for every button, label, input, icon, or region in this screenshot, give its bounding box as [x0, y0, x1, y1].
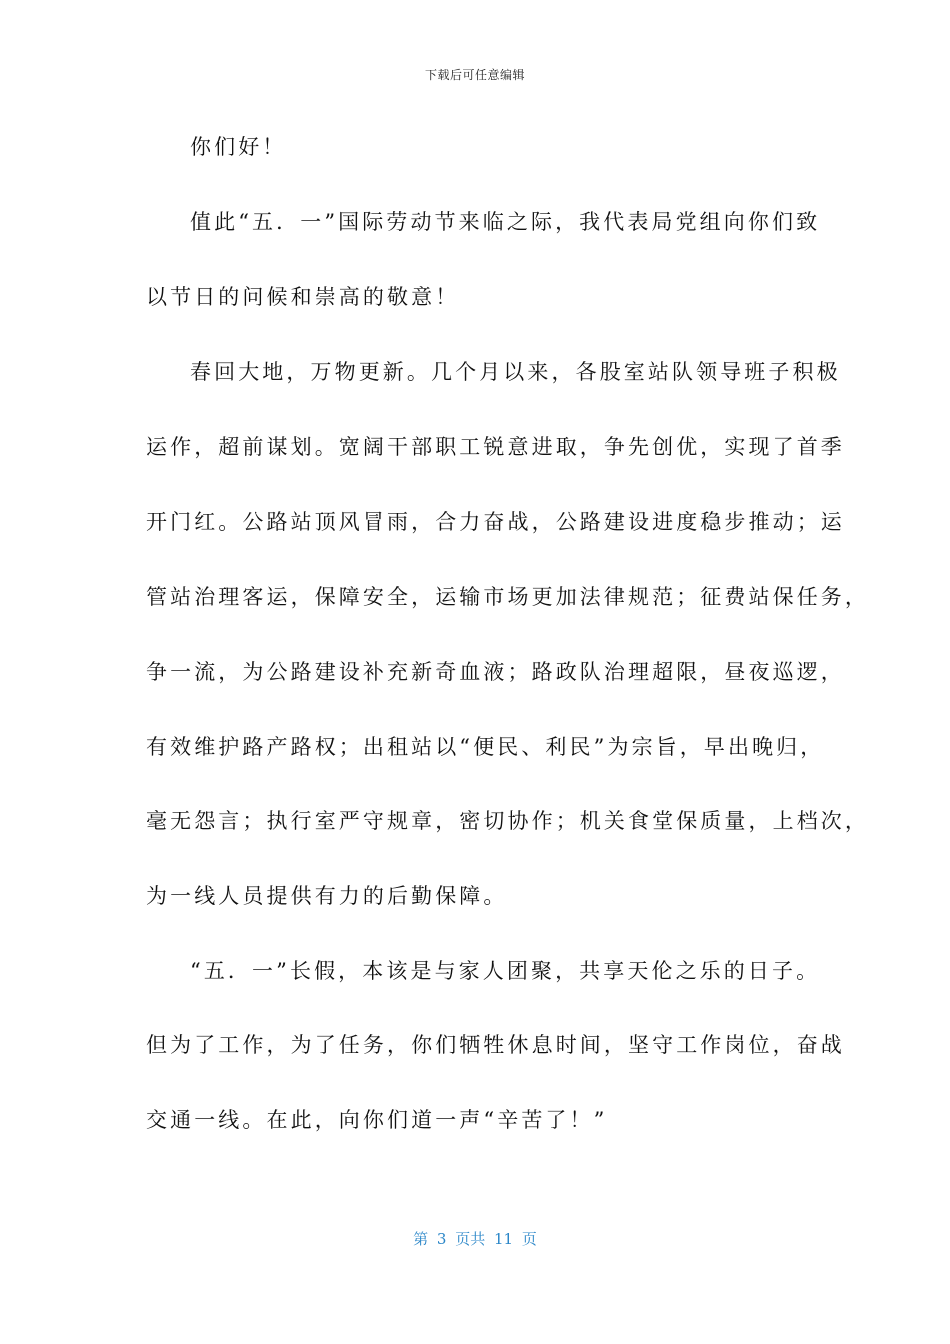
- paragraph-line: 以节日的问候和崇高的敬意！: [146, 285, 460, 309]
- paragraph-line: 开门红。公路站顶风冒雨，合力奋战，公路建设进度稳步推动；运: [146, 510, 845, 534]
- paragraph-line: 运作，超前谋划。宽阔干部职工锐意进取，争先创优，实现了首季: [146, 435, 845, 459]
- page-current: 3: [436, 1230, 447, 1248]
- paragraph-line: 但为了工作，为了任务，你们牺牲休息时间，坚守工作岗位，奋战: [146, 1033, 845, 1057]
- paragraph-line: 有效维护路产路权；出租站以“便民、利民”为宗旨，早出晚归，: [146, 735, 825, 759]
- page-number-footer: [0, 1228, 950, 1249]
- paragraph-line: 值此“五．一”国际劳动节来临之际，我代表局党组向你们致: [190, 210, 821, 234]
- paragraph-line: 交通一线。在此，向你们道一声“辛苦了！”: [146, 1108, 608, 1132]
- paragraph-line: 管站治理客运，保障安全，运输市场更加法律规范；征费站保任务，: [146, 585, 869, 609]
- paragraph-line: 春回大地，万物更新。几个月以来，各股室站队领导班子积极: [190, 360, 841, 384]
- page-prefix: 第: [413, 1230, 429, 1248]
- page-header-note: 下载后可任意编辑: [424, 68, 525, 82]
- page-suffix: 页: [521, 1230, 537, 1248]
- paragraph-line: 为一线人员提供有力的后勤保障。: [146, 884, 508, 908]
- paragraph-line: 争一流，为公路建设补充新奇血液；路政队治理超限，昼夜巡逻，: [146, 660, 845, 684]
- paragraph-line: 你们好！: [190, 135, 287, 159]
- paragraph-line: 毫无怨言；执行室严守规章，密切协作；机关食堂保质量，上档次，: [146, 809, 869, 833]
- page-middle: 页共: [455, 1230, 486, 1248]
- page-total: 11: [494, 1230, 514, 1248]
- paragraph-line: “五．一”长假，本该是与家人团聚，共享天伦之乐的日子。: [190, 959, 821, 983]
